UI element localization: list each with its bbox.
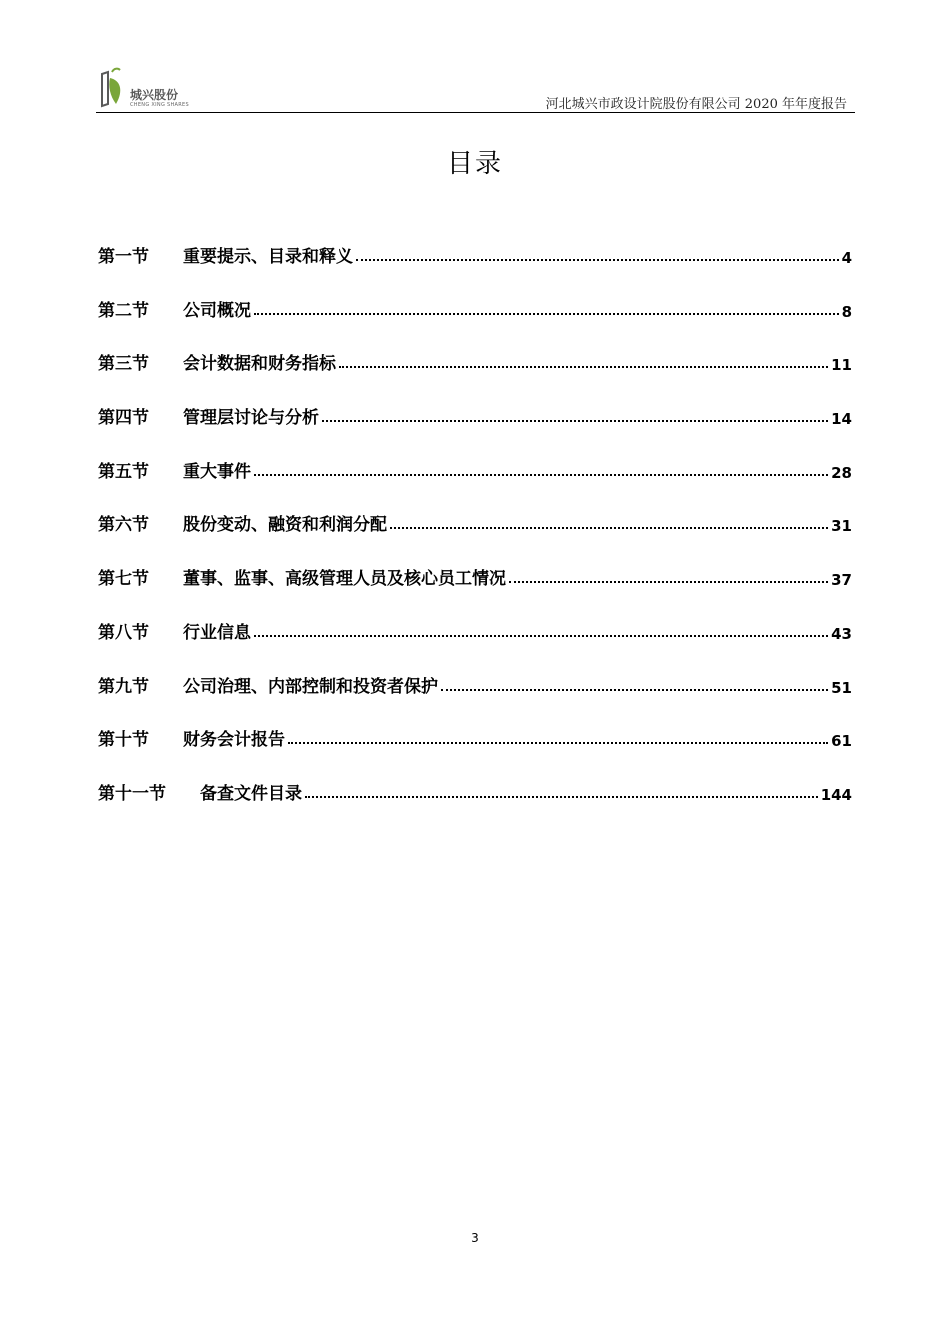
toc-section: 第十一节 (98, 783, 166, 804)
toc-leader-dots (509, 581, 828, 583)
toc-section: 第十节 (98, 730, 149, 751)
page-title: 目录 (446, 149, 503, 179)
toc-entry[interactable] (98, 506, 852, 535)
toc-entry[interactable] (98, 560, 852, 589)
toc-section: 第九节 (98, 676, 149, 697)
toc-title: 管理层讨论与分析 (183, 408, 319, 429)
toc-section: 第三节 (98, 354, 149, 375)
toc-entry[interactable] (98, 668, 852, 697)
toc-page-number: 31 (831, 517, 852, 536)
toc-title: 股份变动、融资和利润分配 (183, 515, 387, 536)
toc-title: 重要提示、目录和释义 (183, 247, 353, 267)
toc-leader-dots (254, 635, 828, 637)
toc-title: 公司概况 (183, 300, 251, 321)
toc-page-number: 14 (831, 410, 852, 429)
toc-section: 第一节 (98, 247, 149, 267)
toc-page-number: 61 (831, 732, 852, 751)
page-number: 3 (471, 1231, 479, 1245)
report-header-title: 河北城兴市政设计院股份有限公司 2020 年年度报告 (545, 97, 847, 112)
toc-section: 第六节 (98, 515, 149, 536)
toc-entry[interactable] (98, 238, 852, 267)
logo-mark-icon (96, 66, 130, 110)
logo-text: 城兴股份 (130, 88, 179, 102)
toc-page-number: 11 (831, 356, 852, 375)
toc-page-number: 51 (831, 678, 852, 697)
toc-page-number: 4 (841, 249, 852, 267)
toc-title: 行业信息 (183, 622, 251, 643)
toc-section: 第五节 (98, 461, 149, 482)
toc-leader-dots (390, 527, 828, 529)
toc-page-number: 43 (831, 624, 852, 643)
toc-leader-dots (254, 313, 839, 315)
toc-leader-dots (305, 796, 818, 798)
toc-title: 重大事件 (183, 461, 251, 482)
toc-page-number: 28 (831, 463, 852, 482)
toc-title: 会计数据和财务指标 (183, 354, 336, 375)
toc-leader-dots (339, 366, 828, 368)
header-divider (96, 112, 855, 113)
toc-title: 备查文件目录 (200, 783, 302, 804)
toc-leader-dots (441, 689, 828, 691)
toc-title: 公司治理、内部控制和投资者保护 (183, 676, 438, 697)
toc-section: 第八节 (98, 622, 149, 643)
toc-entry[interactable] (98, 292, 852, 321)
toc-section: 第四节 (98, 408, 149, 429)
toc-page-number: 37 (831, 571, 852, 590)
toc-title: 董事、监事、高级管理人员及核心员工情况 (183, 569, 506, 590)
toc-title: 财务会计报告 (183, 730, 285, 751)
toc-entry[interactable] (98, 775, 852, 804)
company-logo (96, 66, 196, 116)
toc-entry[interactable] (98, 721, 852, 750)
toc-leader-dots (356, 259, 839, 261)
toc-section: 第七节 (98, 569, 149, 590)
toc-entry[interactable] (98, 614, 852, 643)
toc-entry[interactable] (98, 399, 852, 428)
toc-leader-dots (322, 420, 828, 422)
toc-section: 第二节 (98, 300, 149, 321)
page-header (96, 58, 855, 114)
toc-leader-dots (288, 742, 828, 744)
toc-entry[interactable] (98, 345, 852, 374)
logo-subtext: CHENG XING SHARES (130, 102, 189, 108)
table-of-contents (98, 238, 852, 829)
toc-leader-dots (254, 474, 828, 476)
toc-page-number: 8 (841, 302, 852, 321)
toc-page-number: 144 (820, 785, 852, 804)
toc-entry[interactable] (98, 453, 852, 482)
